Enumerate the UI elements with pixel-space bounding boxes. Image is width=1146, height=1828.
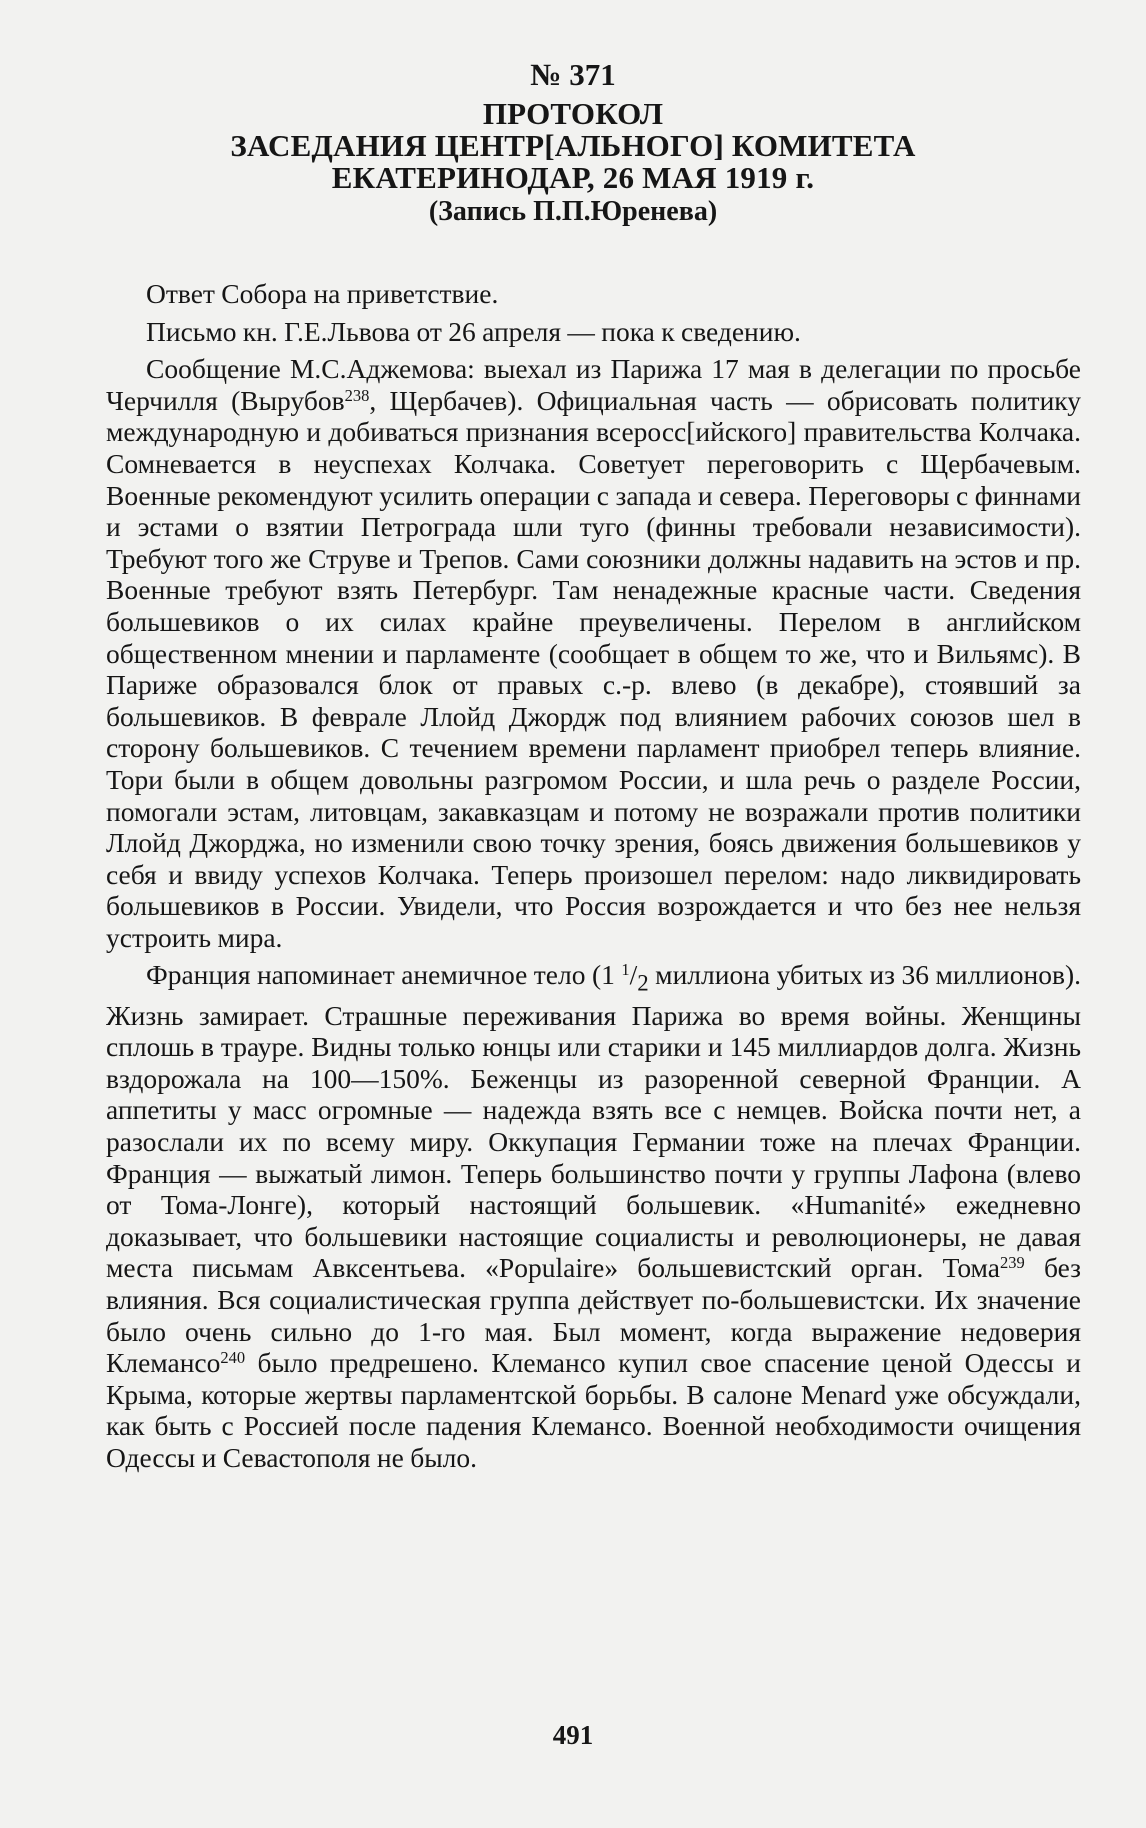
paragraph-text: / xyxy=(629,959,638,991)
document-body xyxy=(106,278,1081,1479)
paragraph xyxy=(106,316,1081,348)
page-number: 491 xyxy=(552,1720,594,1750)
record-author-note: (Запись П.П.Юренева) xyxy=(428,196,718,227)
title-line-place-date: ЕКАТЕРИНОДАР, 26 МАЯ 1919 г. xyxy=(331,160,815,195)
paragraph-text: Сообщение М.С.Аджемова: выехал из Парижа 17 мая в делегации по просьбе Черчилля (Вырубов xyxy=(106,353,1081,416)
paragraph-text: Письмо кн. Г.Е.Львова от 26 апреля — пока к сведению. xyxy=(146,315,801,347)
title-line-protocol: ПРОТОКОЛ xyxy=(482,96,664,131)
title-line-committee: ЗАСЕДАНИЯ ЦЕНТР[АЛЬНОГО] КОМИТЕТА xyxy=(230,128,916,163)
paragraph-text: , Щербачев). Официальная часть — обрисовать политику международную и добиваться признания всеросс[ийского] правительства Колчака. Сомневается в неуспехах Колчака. Советует переговорить с Щербачевым. Военные рекомендуют усилить операции с запада и севера. Переговоры с финнами и эстами о взятии Петрограда шли туго (финны требовали независимости). Требуют того же Струве и Трепов. Сами союзники должны надавить на эстов и пр. Военные требуют взять Петербург. Там ненадежные красные части. Сведения большевиков о их силах крайне преувеличены. Перелом в английском общественном мнении и парламенте (сообщает в общем то же, что и Вильямс). В Париже образовался блок от правых с.-р. влево (в декабре), стоявший за большевиков. В феврале Ллойд Джордж под влиянием рабочих союзов шел в сторону большевиков. С течением времени парламент приобрел теперь влияние. Тори были в общем довольны разгромом России, и шла речь о разделе России, помогали эстам, литовцам, закавказцам и потому не возражали против политики Ллойд Джорджа, но изменили свою точку зрения, боясь движения большевиков у себя и ввиду успехов Колчака. Теперь произошел перелом: надо ликвидировать большевиков в России. Увидели, что Россия возрождается и что без нее нельзя устроить мира. xyxy=(106,384,1082,953)
paragraph-text: Франция напоминает анемичное тело (1 xyxy=(146,959,622,991)
paragraph-text: миллиона убитых из 36 миллионов). Жизнь замирает. Страшные переживания Парижа во время войны. Женщины сплошь в трауре. Видны только юнцы или старики и 145 миллиардов долга. Жизнь вздорожала на 100—150%. Беженцы из разоренной северной Франции. А аппетиты у масс огромные — надежда взять все с немцев. Войска почти нет, а разослали их по всему миру. Оккупация Германии тоже на плечах Франции. Франция — выжатый лимон. Теперь большинство почти у группы Лафона (влево от Тома-Лонге), который настоящий большевик. «Humanité» ежедневно доказывает, что большевики настоящие социалисты и революционеры, не давая места письмам Авксентьева. «Populaire» большевистский орган. Тома xyxy=(106,959,1081,1284)
paragraph-text: без влияния. Вся социалистическая группа действует по-большевистски. Их значение было очень сильно до 1-го мая. Был момент, когда выражение недоверия Клемансо xyxy=(106,1252,1081,1379)
document-number: № 371 xyxy=(530,57,616,92)
footnote-marker: 239 xyxy=(999,1253,1025,1273)
paragraph-text: было предрешено. Клемансо купил свое спасение ценой Одессы и Крыма, которые жертвы парламентской борьбы. В салоне Menard уже обсуждали, как быть с Россией после падения Клемансо. Военной необходимости очищения Одессы и Севастополя не было. xyxy=(106,1347,1081,1473)
footnote-marker: 1 xyxy=(621,960,630,980)
footnote-marker: 240 xyxy=(220,1348,246,1368)
document-header xyxy=(60,56,1086,230)
fraction-denominator: 2 xyxy=(637,970,649,996)
paragraph xyxy=(106,353,1081,953)
paragraph xyxy=(106,278,1081,310)
paragraph xyxy=(106,959,1081,1473)
footnote-marker: 238 xyxy=(344,385,370,405)
paragraph-text: Ответ Собора на приветствие. xyxy=(146,278,499,309)
